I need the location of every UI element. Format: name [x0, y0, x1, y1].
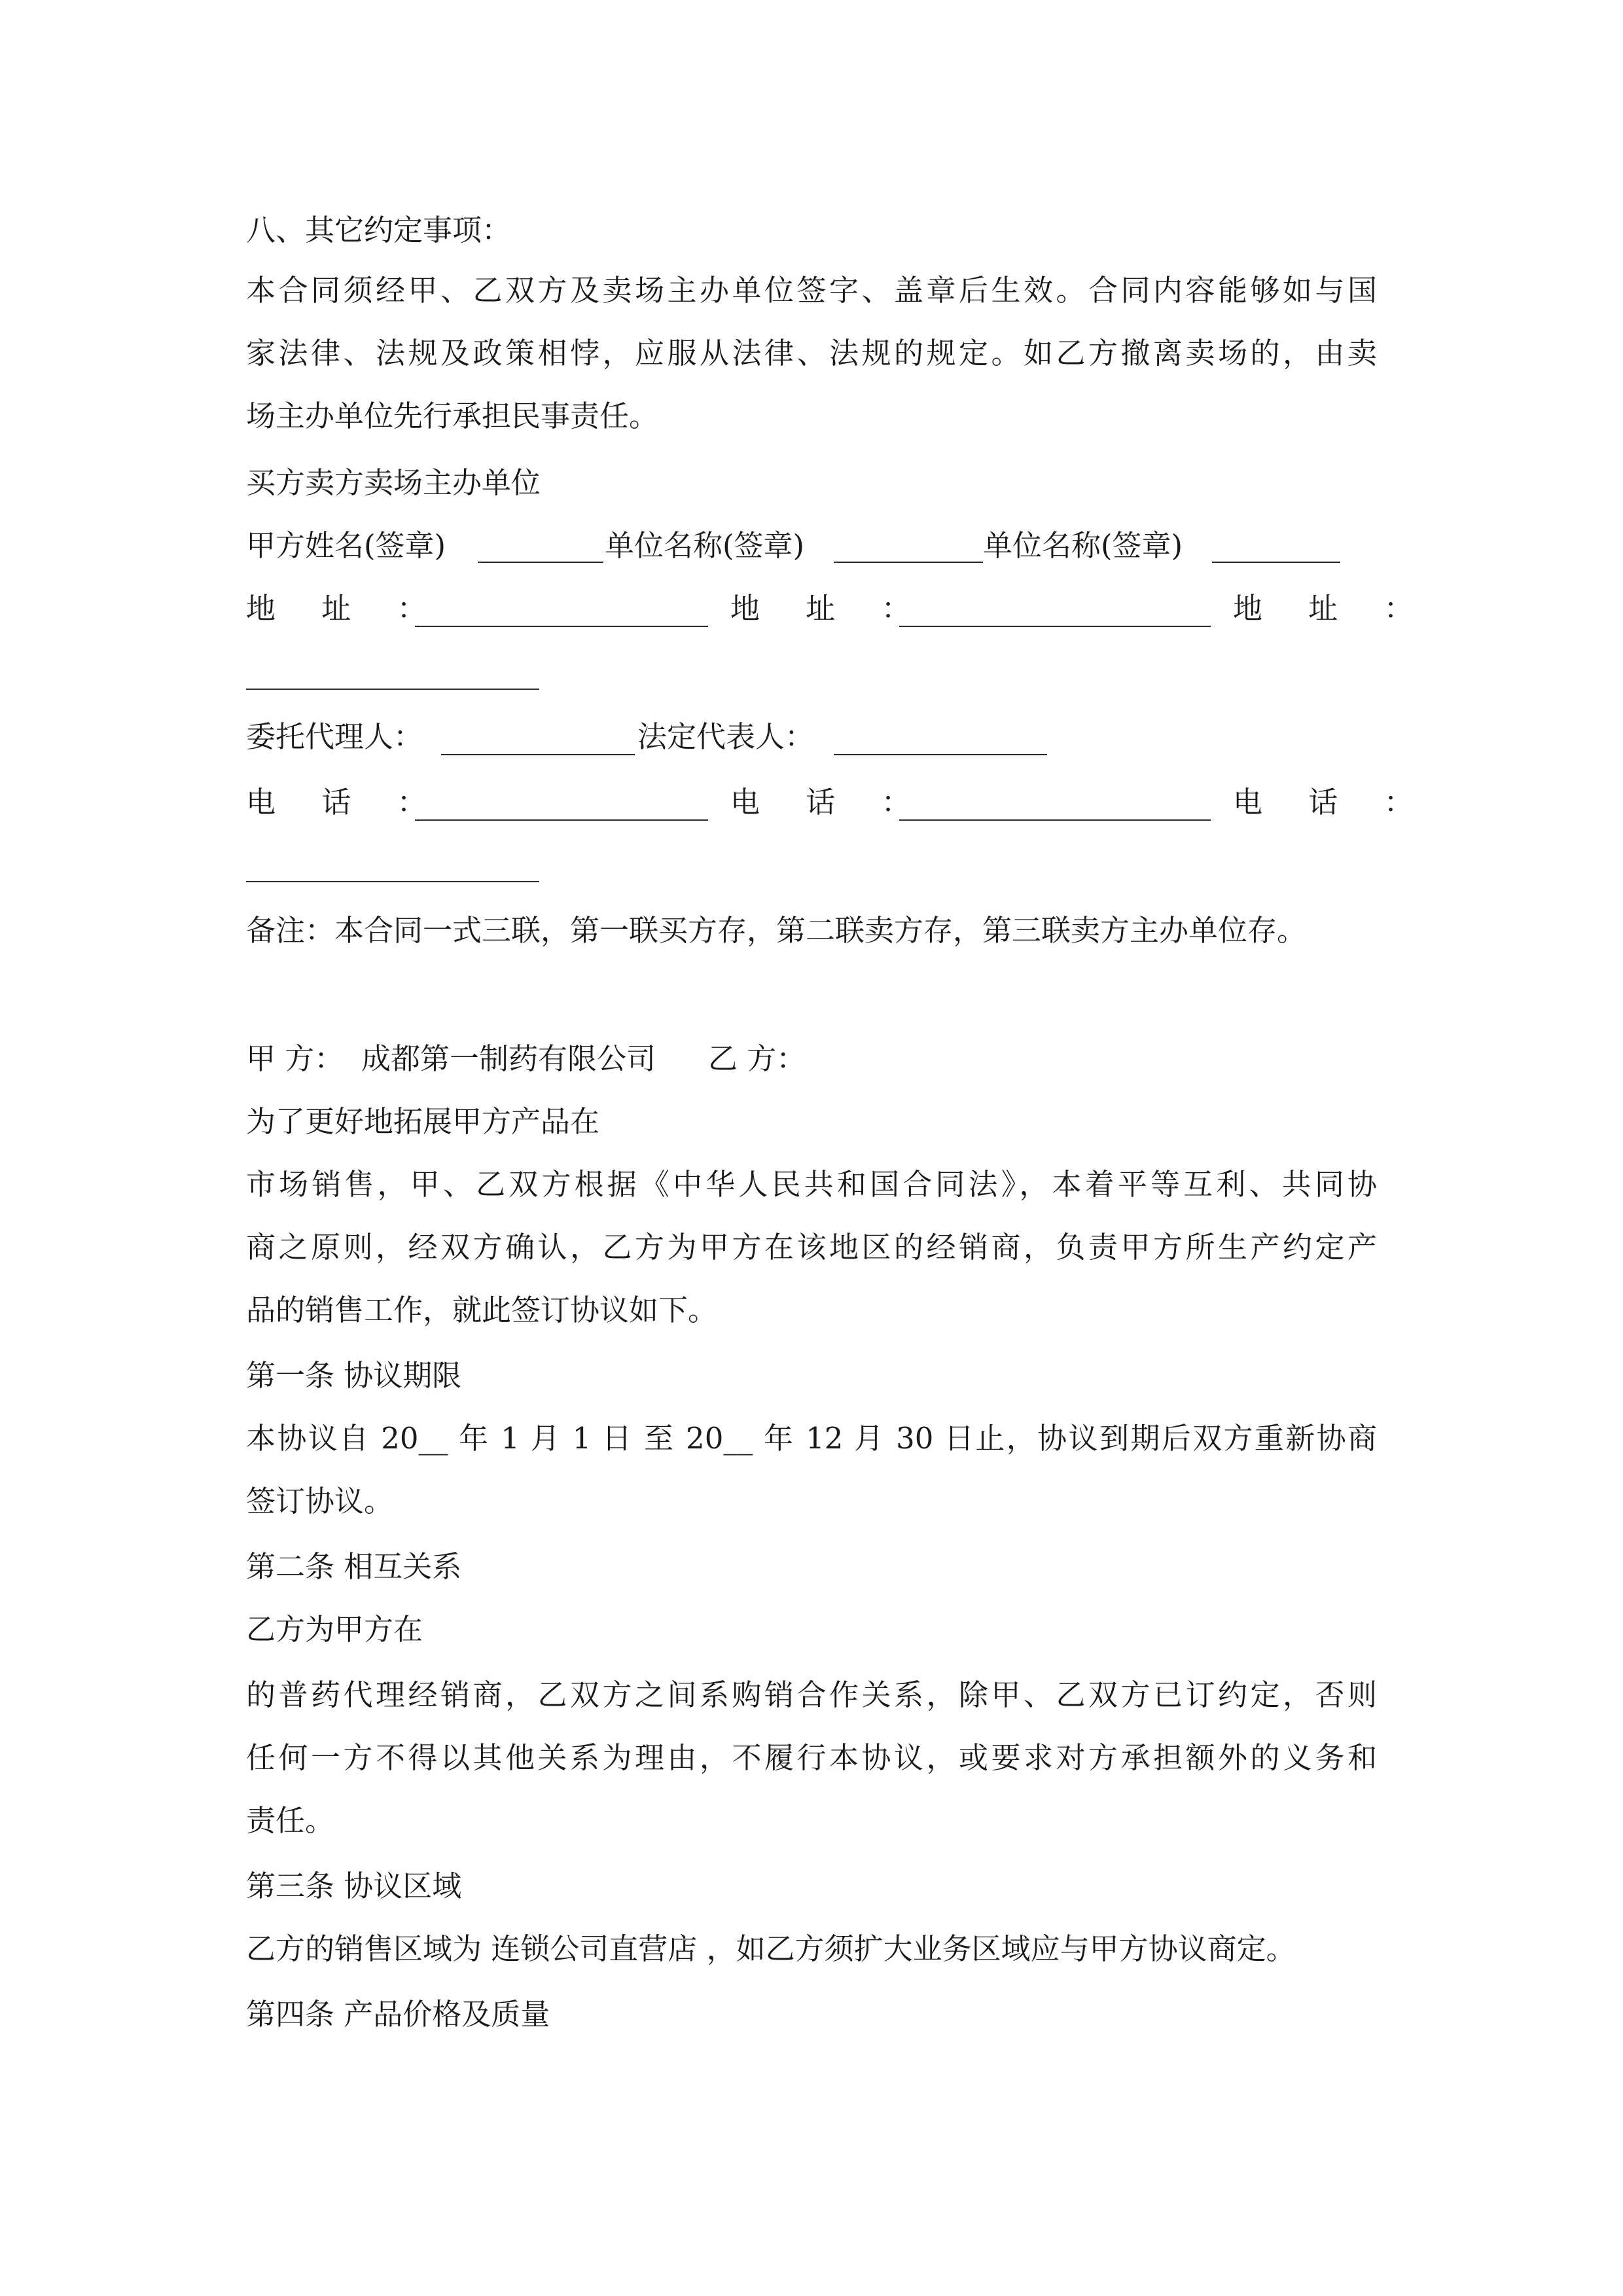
address-blank-1[interactable] — [415, 626, 708, 627]
article3-title: 第三条 协议区域 — [246, 1869, 462, 1903]
section8-para-line-1: 本合同须经甲、乙双方及卖场主办单位签字、盖章后生效。合同内容能够如与国 — [246, 273, 1377, 308]
phone-blank-3[interactable] — [246, 881, 539, 882]
address-label-2: 地 址 ： — [730, 591, 929, 626]
unit-name-blank-2[interactable] — [1212, 562, 1340, 563]
intro-para-line-1: 市场销售，甲、乙双方根据《中华人民共和国合同法》，本着平等互利、共同协 — [246, 1167, 1377, 1202]
section8-heading: 八、其它约定事项： — [246, 213, 512, 247]
phone-blank-2[interactable] — [899, 819, 1211, 821]
agent-label: 委托代理人： — [246, 719, 423, 754]
article1-title: 第一条 协议期限 — [246, 1358, 462, 1393]
section8-para-line-3: 场主办单位先行承担民事责任。 — [246, 399, 659, 433]
address-label-3: 地 址 ： — [1233, 591, 1432, 626]
legal-rep-label: 法定代表人： — [637, 719, 815, 754]
party-b-label: 乙 方： — [708, 1041, 806, 1076]
address-blank-3[interactable] — [246, 689, 539, 690]
article4-title: 第四条 产品价格及质量 — [246, 1997, 550, 2032]
phone-label-1: 电 话 ： — [246, 785, 445, 819]
phone-label-3: 电 话 ： — [1233, 785, 1432, 819]
buyer-name-blank[interactable] — [478, 562, 603, 563]
article1-para-line-2: 签订协议。 — [246, 1484, 394, 1518]
article2-para-line-3: 责任。 — [246, 1803, 335, 1838]
section8-para-line-2: 家法律、法规及政策相悖，应服从法律、法规的规定。如乙方撤离卖场的，由卖 — [246, 336, 1377, 370]
agent-blank[interactable] — [441, 754, 635, 755]
legal-rep-blank[interactable] — [834, 754, 1047, 755]
article2-intro: 乙方为甲方在 — [246, 1612, 423, 1647]
parties-line: 买方卖方卖场主办单位 — [246, 465, 541, 500]
article2-para-line-1: 的普药代理经销商，乙双方之间系购销合作关系，除甲、乙双方已订约定，否则 — [246, 1677, 1377, 1712]
article2-title: 第二条 相互关系 — [246, 1549, 462, 1584]
unit-name-label-1: 单位名称(签章) — [605, 528, 805, 563]
article1-para-line-1: 本协议自 20__ 年 1 月 1 日 至 20__ 年 12 月 30 日止，协议到期后双方重新协商 — [246, 1421, 1377, 1456]
party-a-name: 成都第一制药有限公司 — [361, 1041, 656, 1076]
intro-para-line-2: 商之原则，经双方确认，乙方为甲方在该地区的经销商，负责甲方所生产约定产 — [246, 1230, 1377, 1265]
unit-name-label-2: 单位名称(签章) — [983, 528, 1183, 563]
unit-name-blank-1[interactable] — [834, 562, 983, 563]
intro-line: 为了更好地拓展甲方产品在 — [246, 1104, 600, 1139]
address-label-1: 地 址 ： — [246, 591, 445, 626]
note-line: 备注：本合同一式三联，第一联买方存，第二联卖方存，第三联卖方主办单位存。 — [246, 913, 1307, 948]
party-a-label: 甲 方： — [246, 1041, 344, 1076]
buyer-name-label: 甲方姓名(签章) — [246, 528, 446, 563]
article3-para: 乙方的销售区域为 连锁公司直营店 ，如乙方须扩大业务区域应与甲方协议商定。 — [246, 1931, 1296, 1966]
intro-para-line-3: 品的销售工作，就此签订协议如下。 — [246, 1293, 718, 1327]
article2-para-line-2: 任何一方不得以其他关系为理由，不履行本协议，或要求对方承担额外的义务和 — [246, 1740, 1377, 1775]
address-blank-2[interactable] — [899, 626, 1211, 627]
phone-blank-1[interactable] — [415, 819, 708, 821]
phone-label-2: 电 话 ： — [730, 785, 929, 819]
